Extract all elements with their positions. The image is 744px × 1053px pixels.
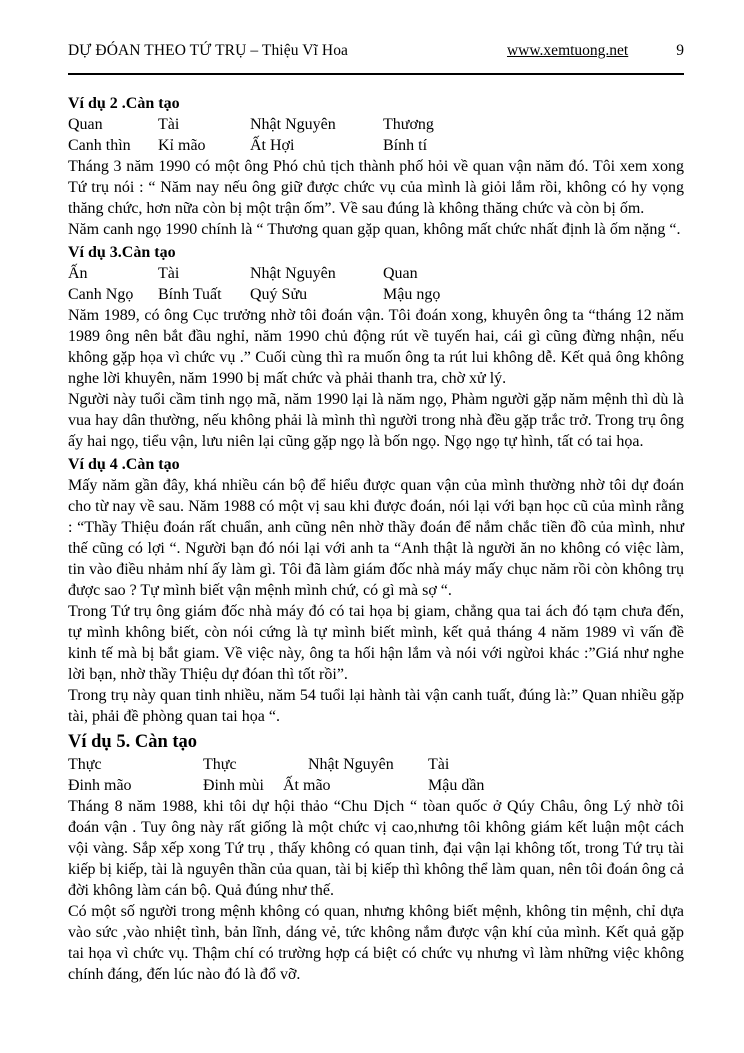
table-cell: Nhật Nguyên	[250, 265, 336, 282]
paragraph: Năm canh ngọ 1990 chính là “ Thương quan gặp quan, không mất chức nhất định là ốm nặng “.	[68, 221, 681, 238]
table-cell: Đinh mão	[68, 777, 132, 794]
table-cell: Tài	[158, 116, 180, 133]
table-cell: Canh thìn	[68, 137, 131, 154]
running-header	[68, 42, 684, 75]
table-cell: Ất Hợi	[250, 137, 295, 154]
paragraph: Năm 1989, có ông Cục trưởng nhờ tôi đoán vận. Tôi đoán xong, khuyên ông ta “tháng 12 năm 1989 ông nên bắt đầu nghỉ, năm 1990 chủ động rút về tuyến hai, cái gì cũng đừng nhận, nếu không gặp họa vì chức vụ .” Cuối cùng thì ra muốn ông ta rút lui không dễ. Kết quả ông không nghe lời khuyên, năm 1990 bị mất chức và phải thanh tra, chờ xử lý.	[68, 307, 684, 387]
website-link[interactable]: www.xemtuong.net	[506, 42, 629, 59]
pillar-table-example-2	[68, 114, 684, 156]
table-cell: Thương	[383, 116, 434, 133]
table-row-gods	[68, 114, 684, 135]
table-cell: Thực	[203, 756, 237, 773]
table-cell: Tài	[428, 756, 450, 773]
example-2-heading: Ví dụ 2 .Càn tạo	[68, 95, 180, 112]
table-cell: Nhật Nguyên	[250, 116, 336, 133]
table-row-pillars	[68, 135, 684, 156]
table-row-gods	[68, 263, 684, 284]
paragraph: Trong trụ này quan tinh nhiều, năm 54 tuổi lại hành tài vận canh tuất, đúng là:” Quan nhiều gặp tài, phải đề phòng quan tai họa “.	[68, 687, 684, 725]
pillar-table-example-5	[68, 754, 684, 796]
table-cell: Mậu ngọ	[383, 286, 441, 303]
table-row-pillars	[68, 775, 684, 796]
example-3-heading: Ví dụ 3.Càn tạo	[68, 244, 176, 261]
example-4-heading: Ví dụ 4 .Càn tạo	[68, 456, 180, 473]
paragraph: Trong Tứ trụ ông giám đốc nhà máy đó có tai họa bị giam, chẳng qua tai ách đó tạm chưa đến, tự mình không biết, còn nói cứng là tự mình biết mình, kết quả tháng 4 năm 1989 vì vấn đề kinh tế mà bị bắt giam. Về việc này, ông ta hối hận lắm và nói với ngừoi khác :”Giá như nghe lời bạn, nhờ thầy Thiệu dự đóan thì tốt rồi”.	[68, 603, 684, 683]
example-5-heading: Ví dụ 5. Càn tạo	[68, 732, 198, 752]
table-row-pillars	[68, 284, 684, 305]
table-cell: Bính tí	[383, 137, 428, 154]
paragraph: Người này tuổi cầm tinh ngọ mã, năm 1990 lại là năm ngọ, Phàm người gặp năm mệnh thì dù là vua hay dân thường, nếu không phải là mình thì người trong nhà đều gặp trắc trở. Trong trụ ông ấy hai ngọ, tiểu vận, lưu niên lại cũng gặp ngọ là bốn ngọ. Ngọ ngọ tự hình, tất có tai họa.	[68, 391, 684, 450]
table-cell: Canh Ngọ	[68, 286, 134, 303]
page-content	[68, 93, 684, 985]
pillar-table-example-3	[68, 263, 684, 305]
table-cell: Bính Tuất	[158, 286, 222, 303]
table-cell: Quan	[383, 265, 418, 282]
book-title: DỰ ĐÓAN THEO TỨ TRỤ – Thiệu Vĩ Hoa	[68, 42, 349, 59]
table-cell: Tài	[158, 265, 180, 282]
table-cell: Quan	[68, 116, 103, 133]
table-cell: Nhật Nguyên	[308, 756, 394, 773]
table-cell: Ấn	[68, 265, 88, 282]
table-cell: Quý Sửu	[250, 286, 308, 303]
table-cell: Kỉ mão	[158, 137, 206, 154]
table-row-gods	[68, 754, 684, 775]
table-cell: Ất mão	[283, 777, 331, 794]
table-cell: Đinh mùi	[203, 777, 264, 794]
paragraph: Tháng 3 năm 1990 có một ông Phó chủ tịch thành phố hỏi về quan vận năm đó. Tôi xem xong Tứ trụ nói : “ Năm nay nếu ông giữ được chức vụ của mình là giỏi lắm rồi, không có hy vọng thăng chức, hơn nữa còn bị một trận ốm”. Về sau đúng là không thăng chức và còn bị ốm.	[68, 158, 684, 217]
page-number: 9	[676, 42, 684, 59]
paragraph: Tháng 8 năm 1988, khi tôi dự hội thảo “Chu Dịch “ tòan quốc ở Qúy Châu, ông Lý nhờ tôi đoán vận . Tuy ông này rất giống là một chức vị cao,nhưng tôi không giám kết luận một cách vội vàng. Sắp xếp xong Tứ trụ , thấy không có quan tinh, đại vận lại không tốt, trong Tứ trụ tài kiếp bị kiếp, tài là nguyên thần của quan, tài bị kiếp thì không thể làm quan, nên tôi đoán ông cả đời không làm cán bộ. Quả đúng như thế.	[68, 798, 684, 899]
table-cell: Mậu dần	[428, 777, 485, 794]
paragraph: Mấy năm gần đây, khá nhiều cán bộ để hiểu được quan vận của mình thường nhờ tôi dự đoán cho từ nay về sau. Năm 1988 có một vị sau khi được đoán, nói lại với bạn học cũ của mình rằng : “Thầy Thiệu đoán rất chuẩn, anh cũng nên nhờ thầy đoán để nắm chắc tiền đồ của mình, như thế cũng có lợi “. Người bạn đó nói lại với anh ta “Anh thật là người ăn no không có việc làm, tin vào điều nhảm nhí ấy làm gì. Tôi đã làm giám đốc nhà máy mấy chục năm rồi còn không trụ được sao ? Tự mình biết vận mệnh mình chứ, có gì mà sợ “.	[68, 477, 684, 599]
paragraph: Có một số người trong mệnh không có quan, nhưng không biết mệnh, không tin mệnh, chỉ dựa vào sức ,vào nhiệt tình, bản lĩnh, dáng vẻ, tức không nắm được vận khí của mình. Kết quả gặp tai họa vì chức vụ. Thậm chí có trường hợp cá biệt có chức vụ nhưng vì làm những việc không chính đáng, đến lúc nào đó là đổ vỡ.	[68, 903, 684, 983]
table-cell: Thực	[68, 756, 102, 773]
